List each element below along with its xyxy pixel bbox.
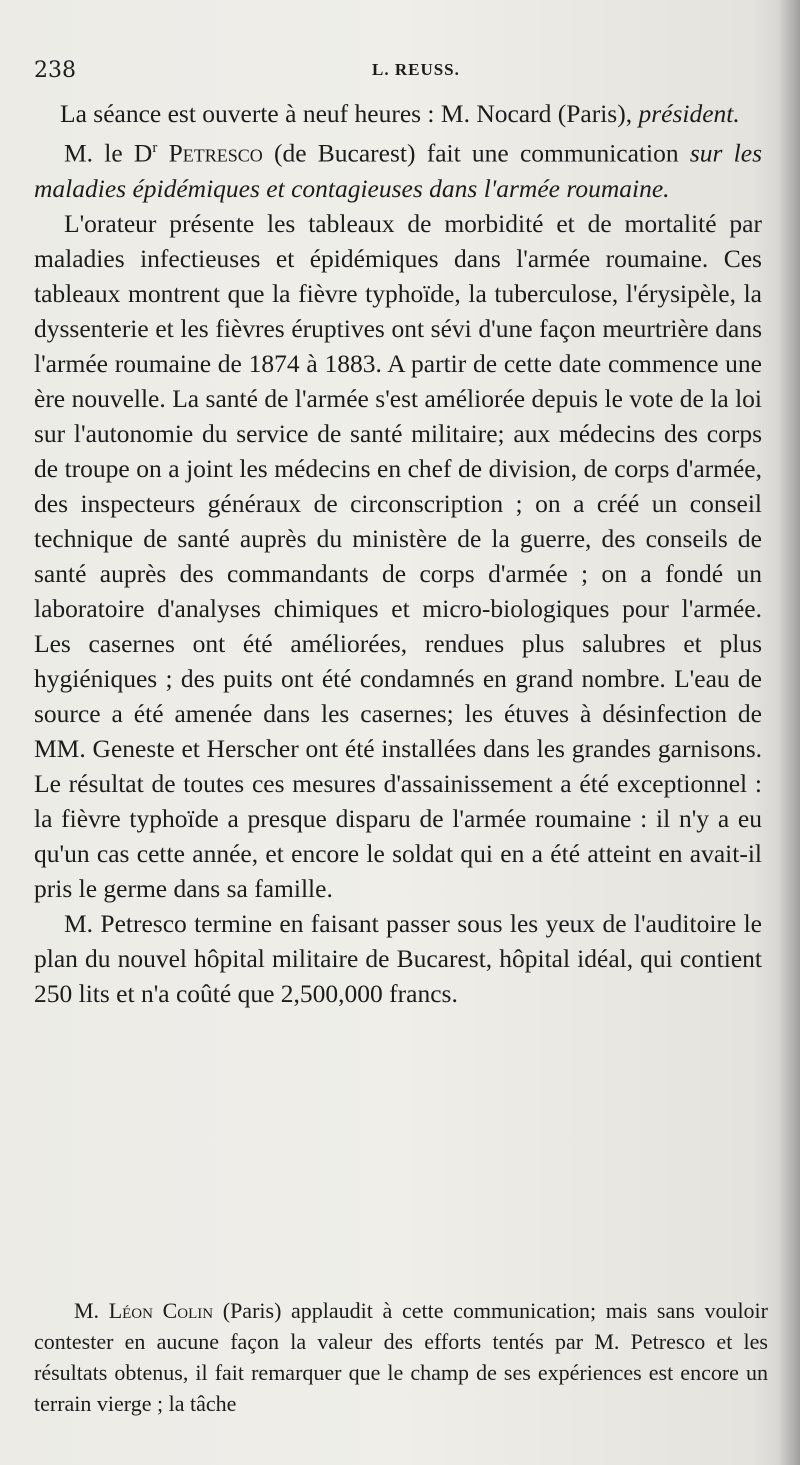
running-head: L. REUSS. — [372, 60, 460, 79]
lead-text: M. le D — [64, 138, 153, 168]
communication-intro: (de Bucarest) fait une communication — [262, 138, 679, 168]
paragraph-report: L'orateur présente les tableaux de morbidité et de mortalité par maladies infectieuses et épidémiques dans l'armée roumaine. Ces tableaux montrent que la fièvre typhoïde, la tuberculose, l'érysipèle, la dyssenterie et les fièvres éruptives ont sévi d'une façon meurtrière dans l'armée roumaine de 1874 à 1883. A partir de cette date commence une ère nouvelle. La santé de l'armée s'est améliorée depuis le vote de la loi sur l'autonomie du service de santé militaire; aux médecins des corps de troupe on a joint les médecins en chef de division, de corps d'armée, des inspecteurs généraux de circonscription ; on a créé un conseil technique de santé auprès du ministère de la guerre, des conseils de santé auprès des commandants de corps d'armée ; on a fondé un laboratoire d'analyses chimiques et micro-biologiques pour l'armée. Les casernes ont été améliorées, rendues plus salubres et plus hygiéniques ; des puits ont été condamnés en grand nombre. L'eau de source a été amenée dans les casernes; les étuves à désinfection de MM. Geneste et Herscher ont été installées dans les grandes garnisons. Le résultat de toutes ces mesures d'assainissement a été exceptionnel : la fièvre typhoïde a presque disparu de l'armée roumaine : il n'y a eu qu'un cas cette année, et encore le soldat qui en a été atteint en avait-il pris le germe dans sa famille. — [34, 208, 762, 903]
communication-title: sur les maladies épidémiques et contagieuses dans l'armée roumaine. — [34, 138, 762, 203]
paragraph-communication-title — [34, 131, 762, 206]
page-gutter-shadow — [778, 0, 800, 1465]
opening-sentence: La séance est ouverte à neuf heures : M. Nocard (Paris), — [60, 99, 633, 128]
discussion-text — [34, 1295, 768, 1419]
paragraph-colin — [34, 1295, 768, 1419]
doctor-superscript: r — [152, 140, 158, 156]
page-header — [34, 58, 764, 88]
president-role: président. — [638, 99, 740, 128]
colin-remarks: (Paris) applaudit à cette communication; mais sans vouloir contester en aucune façon la valeur des efforts tentés par M. Petresco et les résultats obtenus, il fait remarquer que le champ de ses expériences est encore un terrain vierge ; la tâche — [34, 1298, 768, 1416]
paragraph-opening — [34, 96, 762, 131]
page-number: 238 — [34, 58, 76, 83]
speaker-name: Léon Colin — [108, 1298, 214, 1323]
speaker-name: Petresco — [168, 138, 263, 168]
paragraph-hospital: M. Petresco termine en faisant passer sous les yeux de l'auditoire le plan du nouvel hôpital militaire de Bucarest, hôpital idéal, qui contient 250 lits et n'a coûté que 2,500,000 francs. — [34, 908, 762, 1008]
main-text — [34, 96, 762, 1011]
lead-text: M. — [74, 1298, 109, 1323]
